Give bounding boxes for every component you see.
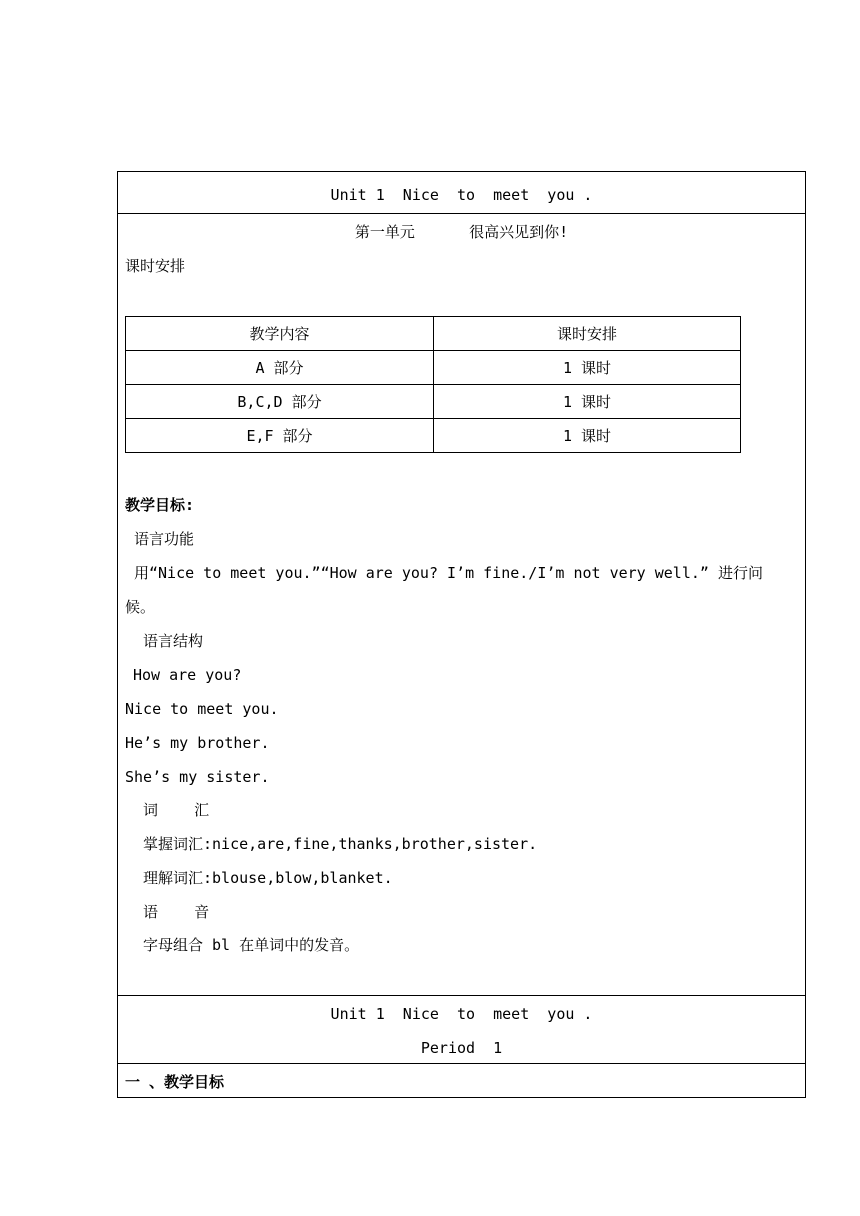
lesson-plan-table <box>117 171 806 1098</box>
schedule-heading: 课时安排 <box>125 257 186 275</box>
structure-heading: 语言结构 <box>143 632 204 650</box>
function-text: 用“Nice to meet you.”“How are you? I’m fine./I’m not very well.” 进行问 <box>134 564 763 582</box>
row-part: A 部分 <box>126 351 434 385</box>
table-row <box>126 385 741 419</box>
function-text-cont: 候。 <box>125 598 156 616</box>
section-heading: 一 、教学目标 <box>125 1073 225 1091</box>
function-heading: 语言功能 <box>134 530 195 548</box>
row-part: B,C,D 部分 <box>126 385 434 419</box>
row-hours: 1 课时 <box>434 419 741 453</box>
vocab-heading: 词 汇 <box>143 801 210 819</box>
structure-sentence: How are you? <box>133 666 242 684</box>
divider <box>118 995 805 996</box>
divider <box>118 1063 805 1064</box>
row-part: E,F 部分 <box>126 419 434 453</box>
table-row <box>126 351 741 385</box>
structure-sentence: He’s my brother. <box>125 734 270 752</box>
unit-title: Unit 1 Nice to meet you . <box>330 186 593 204</box>
structure-sentence: She’s my sister. <box>125 768 270 786</box>
period-unit-title: Unit 1 Nice to meet you . <box>330 1005 593 1023</box>
header-content: 教学内容 <box>126 317 434 351</box>
schedule-table <box>125 316 741 453</box>
table-header-row <box>126 317 741 351</box>
vocab-understand: 理解词汇:blouse,blow,blanket. <box>143 869 393 887</box>
row-hours: 1 课时 <box>434 385 741 419</box>
row-hours: 1 课时 <box>434 351 741 385</box>
period-label: Period 1 <box>420 1039 503 1057</box>
structure-sentence: Nice to meet you. <box>125 700 279 718</box>
divider <box>118 213 805 214</box>
vocab-master: 掌握词汇:nice,are,fine,thanks,brother,sister. <box>143 835 538 853</box>
table-row <box>126 419 741 453</box>
header-hours: 课时安排 <box>434 317 741 351</box>
unit-title-chinese: 第一单元 很高兴见到你! <box>354 223 569 241</box>
objectives-heading: 教学目标: <box>125 496 195 514</box>
phonics-heading: 语 音 <box>143 903 210 921</box>
phonics-text: 字母组合 bl 在单词中的发音。 <box>143 936 360 954</box>
